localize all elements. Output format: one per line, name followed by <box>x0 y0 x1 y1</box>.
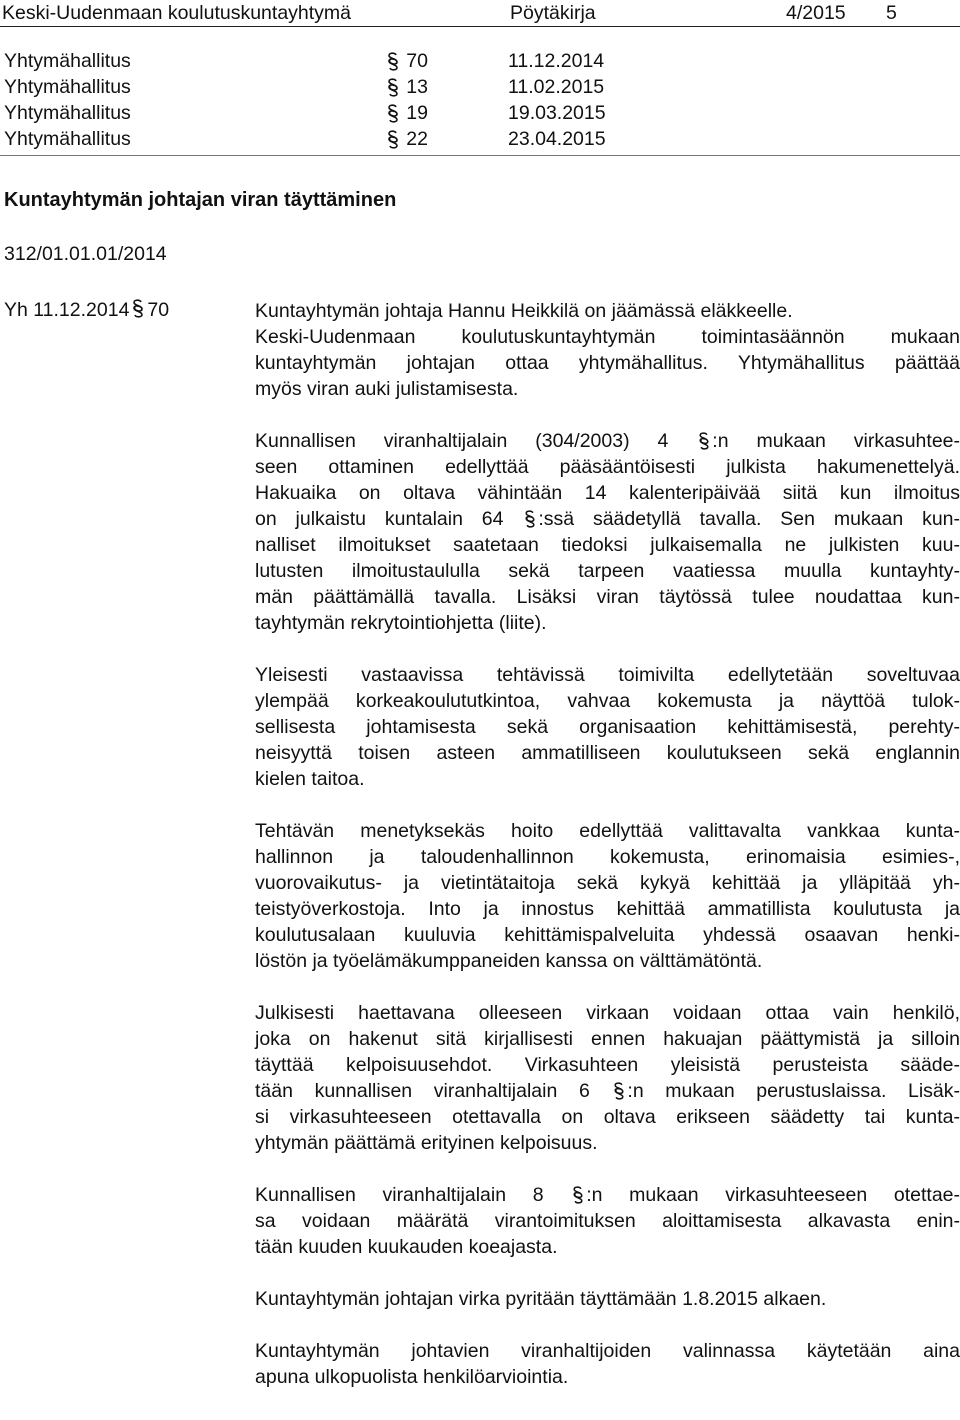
header-divider <box>0 26 960 27</box>
text-line: Kuntayhtymän johtavien viranhaltijoiden valinnassa käytetään aina <box>255 1340 960 1362</box>
text-line: koulutusalaan kuuluvia kehittämispalveluita yhdessä osaavan henki- <box>255 924 960 946</box>
history-row <box>0 126 960 152</box>
diary-number: 312/01.01.01/2014 <box>4 243 167 265</box>
text-line: Kuntayhtymän johtajan virka pyritään täyttämään 1.8.2015 alkaen. <box>255 1288 827 1310</box>
history-section: 19 <box>406 102 428 124</box>
text-line: sellisesta johtamisesta sekä organisaation kehittämisestä, perehty- <box>255 716 960 738</box>
body-paragraph <box>255 1338 960 1390</box>
text-line: Hakuaika on oltava vähintään 14 kalenteripäivää siitä kun ilmoitus <box>255 482 960 504</box>
body-paragraph <box>255 818 960 974</box>
section-sign-icon <box>523 510 537 528</box>
case-title: Kuntayhtymän johtajan viran täyttäminen <box>4 189 397 211</box>
history-divider <box>0 155 960 156</box>
meeting-section: 70 <box>147 299 170 321</box>
text-line: Kuntayhtymän johtaja Hannu Heikkilä on jäämässä eläkkeelle. <box>255 300 793 322</box>
text-line: tayhtymän rekrytointiohjetta (liite). <box>255 612 547 634</box>
history-row <box>0 48 960 74</box>
history-section: 22 <box>406 128 428 150</box>
section-sign-icon <box>386 130 400 149</box>
text-line: täyttää kelpoisuusehdot. Virkasuhteen yleisistä perusteista sääde- <box>255 1054 960 1076</box>
header-document-number: 4/2015 <box>786 2 846 24</box>
section-sign-icon <box>697 432 711 450</box>
text-line: neisyyttä toisen asteen ammatilliseen koulutukseen sekä englannin <box>255 742 960 764</box>
text-line: hallinnon ja taloudenhallinnon kokemusta, erinomaisia esimies-, <box>255 846 960 868</box>
text-line: vuorovaikutus- ja vietintätaitoja sekä kykyä kehittää ja ylläpitää yh- <box>255 872 960 894</box>
text-line: män päättämällä tavalla. Lisäksi viran täytössä tulee noudattaa kun- <box>255 586 960 608</box>
body-paragraph <box>255 1286 960 1312</box>
text-line: Yleisesti vastaavissa tehtävissä toimivilta edellytetään soveltuvaa <box>255 664 960 686</box>
header-document-type: Pöytäkirja <box>510 2 596 24</box>
text-line: sa voidaan määrätä virantoimituksen aloittamisesta alkavasta enin- <box>255 1210 960 1232</box>
text-segment: :n mukaan perustuslaissa. Lisäk- <box>627 1080 960 1102</box>
history-body: Yhtymähallitus <box>4 50 131 72</box>
history-body: Yhtymähallitus <box>4 102 131 124</box>
text-line: joka on hakenut sitä kirjallisesti ennen hakuajan päättymistä ja silloin <box>255 1028 960 1050</box>
text-line: lutusten ilmoitustaululla sekä tarpeen vaatiessa muulla kuntayhty- <box>255 560 960 582</box>
text-line: apuna ulkopuolista henkilöarviointia. <box>255 1366 569 1388</box>
body-paragraph <box>255 428 960 636</box>
text-line: Keski-Uudenmaan koulutuskuntayhtymän toimintasäännön mukaan <box>255 326 960 348</box>
body-paragraph <box>255 1000 960 1156</box>
text-line <box>255 428 960 454</box>
section-sign-icon <box>612 1082 626 1100</box>
text-line: nalliset ilmoitukset saatetaan tiedoksi julkaisemalla ne julkisten kuu- <box>255 534 960 556</box>
meeting-prefix: Yh 11.12.2014 <box>4 299 130 321</box>
text-line: kielen taitoa. <box>255 768 365 790</box>
history-date: 11.02.2015 <box>508 76 605 98</box>
text-line: Julkisesti haettavana olleeseen virkaan voidaan ottaa vain henkilö, <box>255 1002 960 1024</box>
text-line: myös viran auki julistamisesta. <box>255 378 519 400</box>
history-section: 13 <box>406 76 428 98</box>
text-line <box>255 506 960 532</box>
history-body: Yhtymähallitus <box>4 128 131 150</box>
header-organization: Keski-Uudenmaan koulutuskuntayhtymä <box>2 2 352 24</box>
text-segment: Kunnallisen viranhaltijalain 8 <box>255 1184 544 1206</box>
text-line <box>255 1078 960 1104</box>
text-line: yhtymän päättämä erityinen kelpoisuus. <box>255 1132 598 1154</box>
text-line: tään kuuden kuukauden koeajasta. <box>255 1236 558 1258</box>
history-date: 11.12.2014 <box>508 50 605 72</box>
text-segment: tään kunnallisen viranhaltijalain 6 <box>255 1080 590 1102</box>
section-sign-icon <box>386 78 400 97</box>
history-row <box>0 100 960 126</box>
section-sign-icon <box>571 1186 585 1204</box>
text-segment: :n mukaan virkasuhtee- <box>712 430 960 452</box>
history-body: Yhtymähallitus <box>4 76 131 98</box>
section-sign-icon <box>386 104 400 123</box>
case-body <box>255 298 960 1416</box>
text-segment: on julkaistu kuntalain 64 <box>255 508 504 530</box>
section-sign-icon <box>131 299 145 318</box>
text-line: Tehtävän menetyksekäs hoito edellyttää valittavalta vankkaa kunta- <box>255 820 960 842</box>
text-line: teistyöverkostoja. Into ja innostus kehittää ammatillista koulutusta ja <box>255 898 960 920</box>
history-section: 70 <box>406 50 428 72</box>
text-line: seen ottaminen edellyttää pääsääntöisesti julkista hakumenettelyä. <box>255 456 960 478</box>
text-line: si virkasuhteeseen otettavalla on oltava erikseen säädetty tai kunta- <box>255 1106 960 1128</box>
text-line: kuntayhtymän johtajan ottaa yhtymähallitus. Yhtymähallitus päättää <box>255 352 960 374</box>
text-line: ylempää korkeakoulututkintoa, vahvaa kokemusta ja näyttöä tulok- <box>255 690 960 712</box>
text-line: löstön ja työelämäkumppaneiden kanssa on välttämätöntä. <box>255 950 763 972</box>
text-segment: Kunnallisen viranhaltijalain (304/2003) 4 <box>255 430 669 452</box>
header-page-number: 5 <box>886 2 897 24</box>
text-line <box>255 1182 960 1208</box>
history-date: 19.03.2015 <box>508 102 606 124</box>
body-paragraph <box>255 662 960 792</box>
meeting-reference <box>4 296 169 324</box>
text-segment: :ssä säädetyllä tavalla. Sen mukaan kun- <box>538 508 960 530</box>
body-paragraph <box>255 1182 960 1260</box>
section-sign-icon <box>386 52 400 71</box>
body-paragraph <box>255 298 960 402</box>
history-row <box>0 74 960 100</box>
text-segment: :n mukaan virkasuhteeseen otettae- <box>586 1184 960 1206</box>
history-date: 23.04.2015 <box>508 128 606 150</box>
